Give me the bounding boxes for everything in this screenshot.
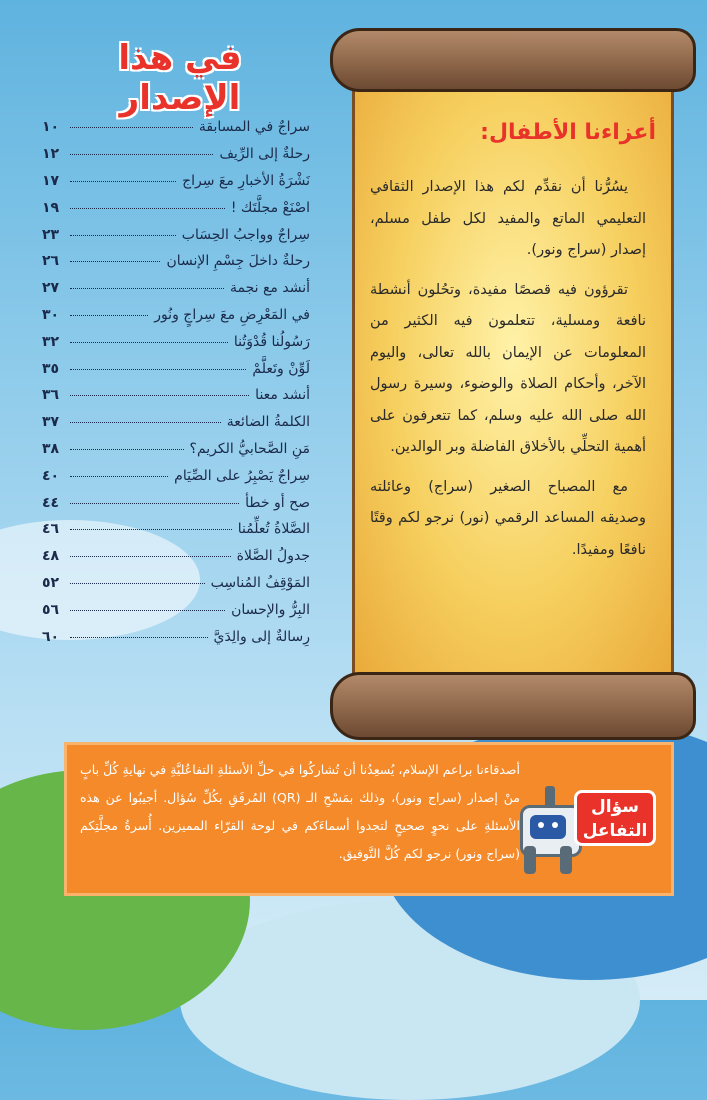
toc-item-page: ١٩ — [42, 199, 60, 216]
toc-item-dots — [70, 448, 184, 450]
toc-item — [42, 570, 310, 597]
toc-item — [42, 328, 310, 355]
toc-item — [42, 409, 310, 436]
toc-item-dots — [70, 394, 249, 396]
toc-item-dots — [70, 287, 224, 289]
robot-arm-icon — [524, 846, 536, 874]
toc-item-page: ٥٢ — [42, 574, 60, 591]
toc-item-dots — [70, 234, 176, 236]
robot-arm-icon — [560, 846, 572, 874]
scroll-paragraph: تقرؤون فيه قصصًا مفيدة، وتحُلون أنشطة نافعة ومسلية، تتعلمون فيه الكثير من المعلومات عن الإيمان بالله تعالى، واليوم الآخر، وأحكام الصلاة والوضوء، وسيرة رسول الله صلى الله عليه وسلم، كما تتعرفون على أهمية التحلِّي بالأخلاق الفاضلة وبر الوالدين. — [370, 281, 646, 455]
toc-item-dots — [70, 609, 225, 611]
toc-item-page: ٦٠ — [42, 628, 60, 645]
toc-item-dots — [70, 153, 213, 155]
toc-item-dots — [70, 502, 239, 504]
toc-item-page: ١٢ — [42, 146, 60, 163]
scroll-heading: أعزاءنا الأطفال: — [480, 120, 656, 145]
toc-item-dots — [70, 528, 232, 530]
toc-item-title: رِسالةٌ إلى والِدَيَّ — [213, 628, 310, 645]
toc-item-page: ١٠ — [42, 119, 60, 136]
toc-item — [42, 275, 310, 302]
scroll-paragraph: يسُرُّنا أن نقدِّم لكم هذا الإصدار الثقافي التعليمي الماتع والمفيد لكل طفل مسلم، إصدار (سراج ونور). — [370, 179, 646, 258]
toc-item-page: ٤٤ — [42, 494, 60, 511]
toc-item — [42, 194, 310, 221]
toc-item-page: ٤٦ — [42, 521, 60, 538]
toc-item-title: أنشد مع نجمة — [229, 280, 310, 297]
toc-item-page: ٤٨ — [42, 548, 60, 565]
scroll-roll-bottom — [330, 672, 696, 740]
toc-item-title: البِرُّ والإحسان — [231, 601, 310, 618]
toc-item-title: الكلمةُ الضائعة — [226, 414, 310, 431]
toc-item — [42, 516, 310, 543]
toc-item-page: ٥٦ — [42, 601, 60, 618]
toc-item-page: ٣٥ — [42, 360, 60, 377]
toc-item-title: اصْنَعْ مجلَّتَك ! — [230, 199, 310, 216]
toc-item-title: رحلةٌ داخلَ جِسْمِ الإنسان — [166, 253, 310, 270]
toc-item — [42, 221, 310, 248]
toc-item-dots — [70, 260, 160, 262]
toc-item-title: سراجٌ في المسابقة — [198, 119, 310, 136]
scroll-text — [370, 172, 646, 574]
toc-item-title: صح أو خطأ — [245, 494, 310, 511]
toc-item-dots — [70, 421, 221, 423]
toc-item — [42, 168, 310, 195]
toc-item-title: سِراجٌ يَصْبِرُ على الصِّيَام — [174, 467, 310, 484]
toc-item-dots — [70, 180, 176, 182]
toc-item — [42, 302, 310, 329]
toc-item-title: نَشْرَةُ الأخبارِ معَ سِراج — [182, 172, 310, 189]
toc-item — [42, 114, 310, 141]
toc-item — [42, 489, 310, 516]
scroll-roll-top — [330, 28, 696, 92]
toc-item-title: رحلةٌ إلى الرِّيف — [219, 146, 310, 163]
toc-item-title: المَوْقِفُ المُناسِب — [210, 574, 310, 591]
toc-item-dots — [70, 582, 205, 584]
toc-item-dots — [70, 314, 148, 316]
toc-item-title: رَسُولُنا قُدْوَتُنا — [233, 333, 310, 350]
interaction-label-badge: سؤال التفاعل — [574, 790, 656, 846]
toc-item-page: ٢٧ — [42, 280, 60, 297]
toc-item-dots — [70, 555, 231, 557]
toc-item-page: ١٧ — [42, 172, 60, 189]
toc-item-title: سِراجٌ وواجبُ الحِسَاب — [181, 226, 310, 243]
toc-item-dots — [70, 636, 208, 638]
toc-item-title: أنشد معنا — [255, 387, 310, 404]
toc-item-dots — [70, 368, 246, 370]
interaction-text: أصدقاءنا براعم الإسلام، يُسعِدُنا أن تُشاركُوا في حلِّ الأسئلةِ التفاعُليَّةِ في نهايةِ كُلِّ بابٍ منْ إصدار (سراج ونور)، وذلك بمَسْحِ الـ (QR) المُرفَقِ بكُلِّ سُؤال. أجيبُوا عن هذه الأسئلةِ على نحوٍ صحيحٍ لتجدوا أسماءَكم في لوحة القرّاء المميزين. أُسرةُ مجلَّتِكم (سراج ونور) نرجو لكم كُلَّ التَّوفيق. — [80, 762, 520, 861]
toc-title: في هذا الإصدار — [118, 38, 242, 118]
toc-item-dots — [70, 341, 228, 343]
toc-item-dots — [70, 207, 225, 209]
toc-item-page: ٢٣ — [42, 226, 60, 243]
toc-item-page: ٤٠ — [42, 467, 60, 484]
table-of-contents — [42, 114, 310, 650]
toc-item-title: الصَّلاةُ تُعلِّمُنا — [237, 521, 310, 538]
toc-item-page: ٣٧ — [42, 414, 60, 431]
toc-item — [42, 382, 310, 409]
toc-item-title: مَنِ الصَّحابيُّ الكريم؟ — [189, 440, 310, 457]
robot-eye-icon — [552, 822, 558, 828]
toc-item-title: لَوِّنْ وتَعلَّمْ — [252, 360, 310, 377]
toc-item — [42, 596, 310, 623]
toc-item-page: ٣٦ — [42, 387, 60, 404]
toc-item — [42, 248, 310, 275]
toc-item-page: ٣٠ — [42, 306, 60, 323]
robot-eye-icon — [538, 822, 544, 828]
toc-item — [42, 355, 310, 382]
toc-item-title: في المَعْرِضِ معَ سِراجٍ ونُور — [154, 306, 310, 323]
toc-item-page: ٣٢ — [42, 333, 60, 350]
toc-item — [42, 462, 310, 489]
toc-item-page: ٢٦ — [42, 253, 60, 270]
toc-item-title: جدولُ الصَّلاة — [236, 548, 310, 565]
toc-item — [42, 543, 310, 570]
toc-item-page: ٣٨ — [42, 440, 60, 457]
toc-item — [42, 436, 310, 463]
scroll-paragraph: مع المصباح الصغير (سراج) وعائلته وصديقه المساعد الرقمي (نور) نرجو لكم وقتًا نافعًا ومفيدًا. — [370, 478, 646, 558]
toc-item-dots — [70, 126, 193, 128]
robot-screen-icon — [530, 815, 566, 839]
toc-item — [42, 623, 310, 650]
toc-item-dots — [70, 475, 168, 477]
toc-item — [42, 141, 310, 168]
